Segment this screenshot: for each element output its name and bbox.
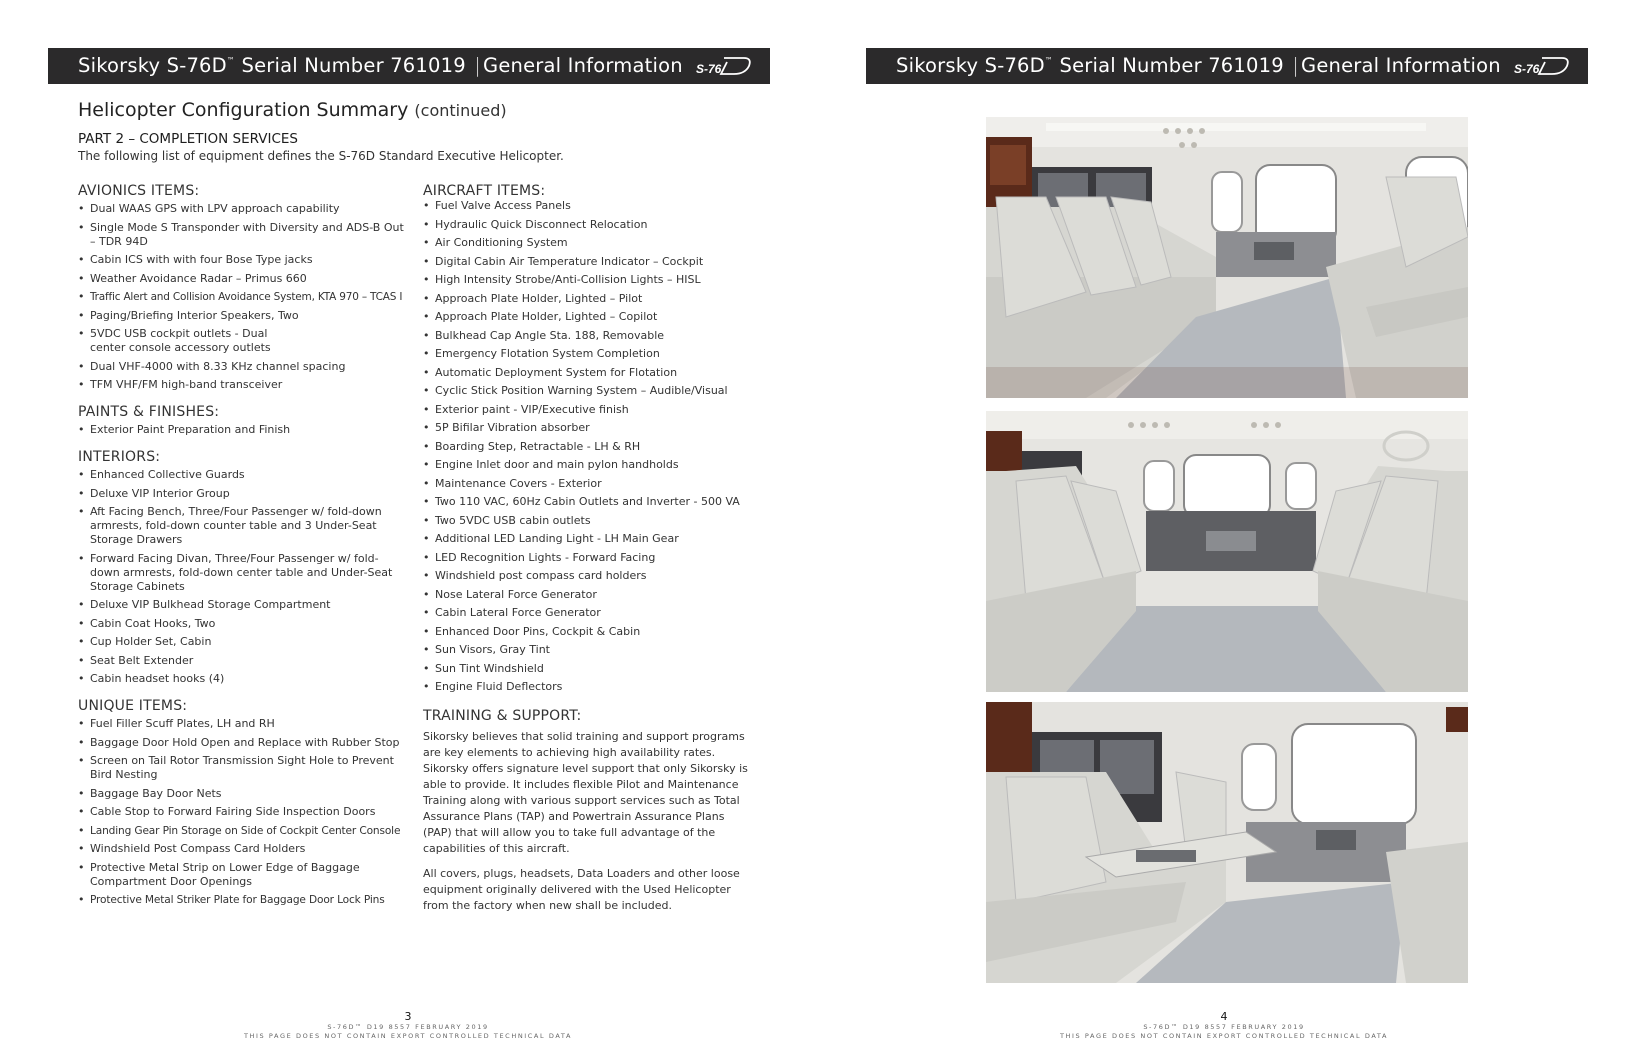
list-item: • TFM VHF/FM high-band transceiver	[78, 378, 408, 392]
list-item: • Enhanced Door Pins, Cockpit & Cabin	[423, 625, 753, 639]
list-item: • Protective Metal Striker Plate for Baggage Door Lock Pins	[78, 893, 408, 907]
list-item: • Baggage Bay Door Nets	[78, 787, 408, 801]
left-column	[78, 183, 408, 912]
section-title: PAINTS & FINISHES:	[78, 404, 220, 420]
trademark: ™	[1044, 56, 1054, 65]
list-item: • Deluxe VIP Interior Group	[78, 487, 408, 501]
heading-continued: (continued)	[414, 101, 507, 120]
intro-text: The following list of equipment defines the S-76D Standard Executive Helicopter.	[78, 149, 564, 163]
list-item: • Two 110 VAC, 60Hz Cabin Outlets and Inverter - 500 VA	[423, 495, 753, 509]
header-serial: Serial Number 761019	[235, 54, 466, 77]
unique-section	[78, 698, 408, 907]
list-item: • Sun Tint Windshield	[423, 662, 753, 676]
right-column	[423, 183, 753, 923]
header-separator: |	[474, 54, 482, 77]
list-item: • Deluxe VIP Bulkhead Storage Compartment	[78, 598, 408, 612]
header-title	[896, 54, 1501, 77]
section-title: INTERIORS:	[78, 449, 161, 465]
s76d-logo	[694, 54, 752, 78]
list-item: • Digital Cabin Air Temperature Indicator – Cockpit	[423, 255, 753, 269]
list-item: • Automatic Deployment System for Flotation	[423, 366, 753, 380]
header-title	[78, 54, 683, 77]
aircraft-list	[423, 199, 753, 694]
list-item: • Maintenance Covers - Exterior	[423, 477, 753, 491]
page-header	[866, 48, 1588, 84]
list-item: • Dual VHF-4000 with 8.33 KHz channel spacing	[78, 360, 408, 374]
list-item: • Bulkhead Cap Angle Sta. 188, Removable	[423, 329, 753, 343]
list-item: • Engine Fluid Deflectors	[423, 680, 753, 694]
list-item: • Paging/Briefing Interior Speakers, Two	[78, 309, 408, 323]
list-item: • Forward Facing Divan, Three/Four Passenger w/ fold-down armrests, fold-down center table and Under-Seat Storage Cabinets	[78, 552, 408, 594]
list-item: • Exterior paint - VIP/Executive finish	[423, 403, 753, 417]
list-item: • Screen on Tail Rotor Transmission Sight Hole to Prevent Bird Nesting	[78, 754, 408, 782]
s76d-logo	[1512, 54, 1570, 78]
list-item: • Protective Metal Strip on Lower Edge of Baggage Compartment Door Openings	[78, 861, 408, 889]
list-item: • Approach Plate Holder, Lighted – Copilot	[423, 310, 753, 324]
list-item: • Landing Gear Pin Storage on Side of Cockpit Center Console	[78, 824, 408, 838]
list-item: • Cyclic Stick Position Warning System – Audible/Visual	[423, 384, 753, 398]
training-paragraph: Sikorsky believes that solid training and support programs are key elements to achieving high availability rates. Sikorsky offers signature level support that only Sikorsky is able to provide. It includes flexible Pilot and Maintenance Training along with various support services such as Total Assurance Plans (TAP) and Powertrain Assurance Plans (PAP) that will allow you to take full advantage of the capabilities of this aircraft.	[423, 730, 748, 855]
svg-text:S-76: S-76	[1514, 62, 1540, 76]
list-item: • Emergency Flotation System Completion	[423, 347, 753, 361]
list-item: • 5VDC USB cockpit outlets - Dual center console accessory outlets	[78, 327, 300, 355]
list-item: • Additional LED Landing Light - LH Main Gear	[423, 532, 753, 546]
section-title: AVIONICS ITEMS:	[78, 183, 200, 199]
list-item: • Boarding Step, Retractable - LH & RH	[423, 440, 753, 454]
list-item: • Cabin ICS with with four Bose Type jacks	[78, 253, 408, 267]
page-header	[48, 48, 770, 84]
list-item: • High Intensity Strobe/Anti-Collision Lights – HISL	[423, 273, 753, 287]
aircraft-section	[423, 183, 753, 694]
avionics-list	[78, 202, 408, 392]
section-title: UNIQUE ITEMS:	[78, 698, 188, 714]
list-item: • Cable Stop to Forward Fairing Side Inspection Doors	[78, 805, 408, 819]
list-item: • Windshield Post Compass Card Holders	[78, 842, 408, 856]
trademark: ™	[226, 56, 236, 65]
list-item: • Two 5VDC USB cabin outlets	[423, 514, 753, 528]
cabin-photo-2	[986, 411, 1468, 692]
list-item: • Cup Holder Set, Cabin	[78, 635, 408, 649]
section-title: TRAINING & SUPPORT:	[423, 708, 582, 724]
avionics-section	[78, 183, 408, 392]
list-item: • Seat Belt Extender	[78, 654, 408, 668]
cabin-photo-3	[986, 702, 1468, 983]
page-footer	[816, 1010, 1632, 1041]
list-item: • Engine Inlet door and main pylon handholds	[423, 458, 753, 472]
list-item: • Aft Facing Bench, Three/Four Passenger w/ fold-down armrests, fold-down counter table and 3 Under-Seat Storage Drawers	[78, 505, 408, 547]
list-item: • Sun Visors, Gray Tint	[423, 643, 753, 657]
list-item: • Fuel Valve Access Panels	[423, 199, 753, 213]
list-item: • Dual WAAS GPS with LPV approach capability	[78, 202, 408, 216]
header-model: Sikorsky S-76D	[896, 54, 1045, 77]
part-title: PART 2 – COMPLETION SERVICES	[78, 131, 298, 147]
list-item: • Traffic Alert and Collision Avoidance System, KTA 970 – TCAS I	[78, 290, 408, 304]
page-number: 4	[1220, 1010, 1228, 1023]
list-item: • Windshield post compass card holders	[423, 569, 753, 583]
heading-text: Helicopter Configuration Summary	[78, 99, 409, 121]
list-item: • Fuel Filler Scuff Plates, LH and RH	[78, 717, 408, 731]
header-model: Sikorsky S-76D	[78, 54, 227, 77]
footer-doc-info: S-76D™ D19 8557 FEBRUARY 2019	[327, 1023, 489, 1031]
paints-section	[78, 404, 408, 437]
list-item: • Air Conditioning System	[423, 236, 753, 250]
page-footer	[0, 1010, 816, 1041]
interiors-list	[78, 468, 408, 686]
page-number: 3	[404, 1010, 412, 1023]
page-4	[816, 0, 1632, 1056]
footer-doc-info: S-76D™ D19 8557 FEBRUARY 2019	[1143, 1023, 1305, 1031]
header-section: General Information	[483, 54, 683, 77]
header-serial: Serial Number 761019	[1053, 54, 1284, 77]
list-item: • Cabin Coat Hooks, Two	[78, 617, 408, 631]
footer-disclaimer: THIS PAGE DOES NOT CONTAIN EXPORT CONTROLLED TECHNICAL DATA	[1059, 1032, 1389, 1040]
header-section: General Information	[1301, 54, 1501, 77]
list-item: • Cabin Lateral Force Generator	[423, 606, 753, 620]
header-separator: |	[1292, 54, 1300, 77]
svg-text:S-76: S-76	[696, 62, 722, 76]
loose-equipment-paragraph: All covers, plugs, headsets, Data Loaders and other loose equipment originally delivered with the Used Helicopter from the factory when new shall be included.	[423, 867, 740, 912]
list-item: • Nose Lateral Force Generator	[423, 588, 753, 602]
footer-disclaimer: THIS PAGE DOES NOT CONTAIN EXPORT CONTROLLED TECHNICAL DATA	[243, 1032, 573, 1040]
cabin-photo-1	[986, 117, 1468, 398]
unique-list	[78, 717, 408, 907]
training-section	[423, 708, 753, 914]
page-heading	[78, 99, 507, 121]
list-item: • Enhanced Collective Guards	[78, 468, 408, 482]
paints-list	[78, 423, 408, 437]
list-item: • Hydraulic Quick Disconnect Relocation	[423, 218, 753, 232]
list-item: • Weather Avoidance Radar – Primus 660	[78, 272, 408, 286]
list-item: • LED Recognition Lights - Forward Facing	[423, 551, 753, 565]
interiors-section	[78, 449, 408, 686]
list-item: • 5P Bifilar Vibration absorber	[423, 421, 753, 435]
section-title: AIRCRAFT ITEMS:	[423, 183, 546, 199]
list-item: • Single Mode S Transponder with Diversity and ADS-B Out – TDR 94D	[78, 221, 408, 249]
list-item: • Approach Plate Holder, Lighted – Pilot	[423, 292, 753, 306]
list-item: • Exterior Paint Preparation and Finish	[78, 423, 408, 437]
list-item: • Cabin headset hooks (4)	[78, 672, 408, 686]
list-item: • Baggage Door Hold Open and Replace with Rubber Stop	[78, 736, 408, 750]
